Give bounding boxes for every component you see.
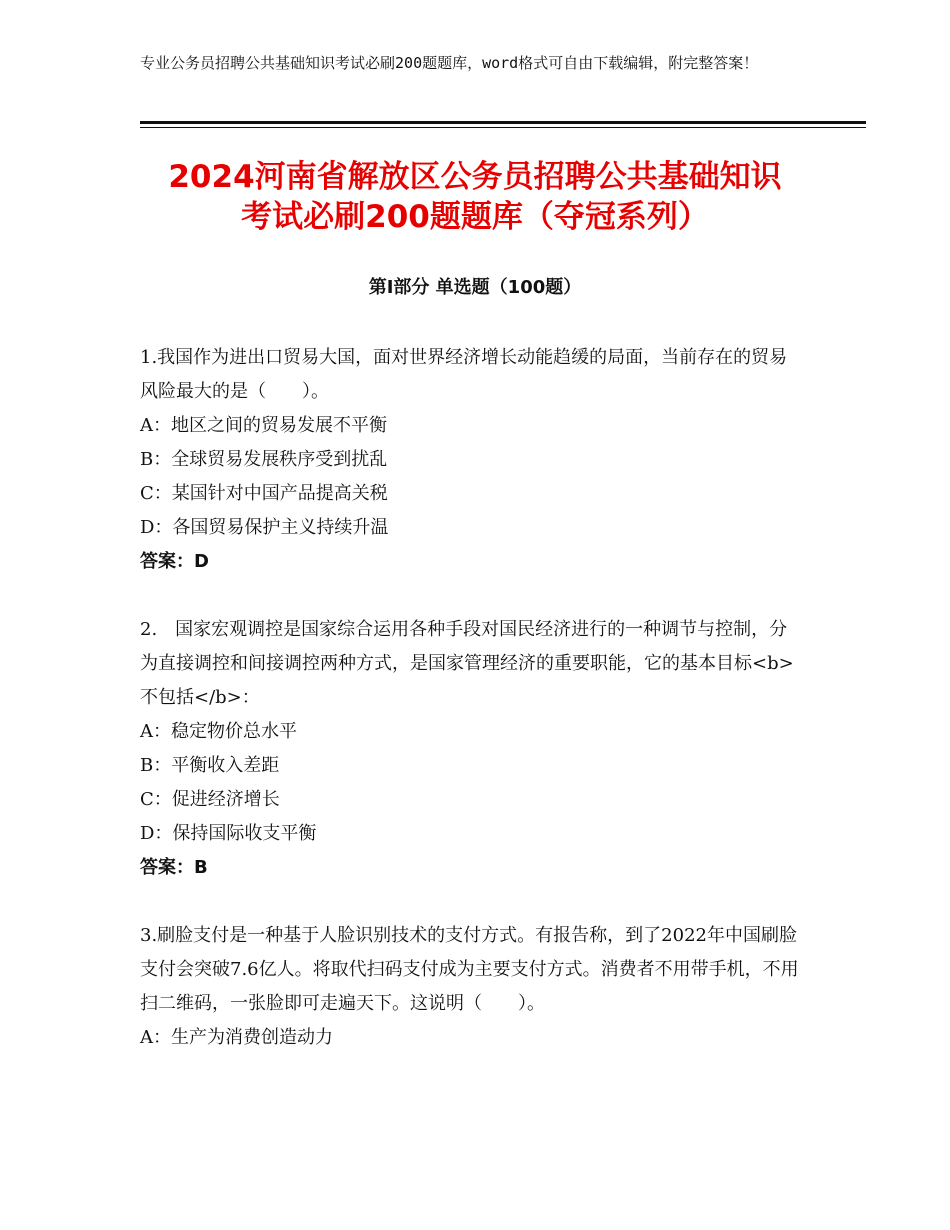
- answer-value: B: [194, 857, 208, 878]
- answer-value: D: [194, 551, 209, 572]
- answer-line: [140, 851, 800, 885]
- title-line-1: 2024河南省解放区公务员招聘公共基础知识: [168, 159, 782, 195]
- answer-line: [140, 545, 800, 579]
- document-title: [100, 157, 850, 237]
- question-list: [140, 341, 800, 1089]
- answer-prefix: 答案：: [140, 551, 194, 572]
- option-a: A：生产为消费创造动力: [140, 1027, 333, 1048]
- answer-prefix: 答案：: [140, 857, 194, 878]
- option-a: A：稳定物价总水平: [140, 721, 297, 742]
- option-d: D：各国贸易保护主义持续升温: [140, 517, 389, 538]
- option-c: C：促进经济增长: [140, 789, 280, 810]
- question-2: [140, 613, 800, 885]
- header-note: 专业公务员招聘公共基础知识考试必刷200题题库，word格式可自由下载编辑，附完整答案！: [140, 54, 759, 72]
- option-b: B：平衡收入差距: [140, 755, 280, 776]
- option-b: B：全球贸易发展秩序受到扰乱: [140, 449, 388, 470]
- title-line-2: 考试必刷200题题库（夺冠系列）: [241, 199, 709, 235]
- option-a: A：地区之间的贸易发展不平衡: [140, 415, 387, 436]
- question-stem: 1.我国作为进出口贸易大国，面对世界经济增长动能趋缓的局面，当前存在的贸易风险最大的是（ ）。: [140, 347, 788, 402]
- question-stem: 3.刷脸支付是一种基于人脸识别技术的支付方式。有报告称，到了2022年中国刷脸支付会突破7.6亿人。将取代扫码支付成为主要支付方式。消费者不用带手机，不用扫二维码，一张脸即可走遍天下。这说明（ ）。: [140, 925, 799, 1014]
- header-rule-thick: [140, 121, 866, 124]
- section-heading: 第Ⅰ部分 单选题（100题）: [368, 277, 582, 298]
- option-d: D：保持国际收支平衡: [140, 823, 317, 844]
- question-stem: 2. 国家宏观调控是国家综合运用各种手段对国民经济进行的一种调节与控制，分为直接调控和间接调控两种方式，是国家管理经济的重要职能，它的基本目标<b>不包括</b>：: [140, 619, 794, 708]
- question-3: [140, 919, 800, 1055]
- question-1: [140, 341, 800, 579]
- header-rule-thin: [140, 127, 866, 128]
- option-c: C：某国针对中国产品提高关税: [140, 483, 388, 504]
